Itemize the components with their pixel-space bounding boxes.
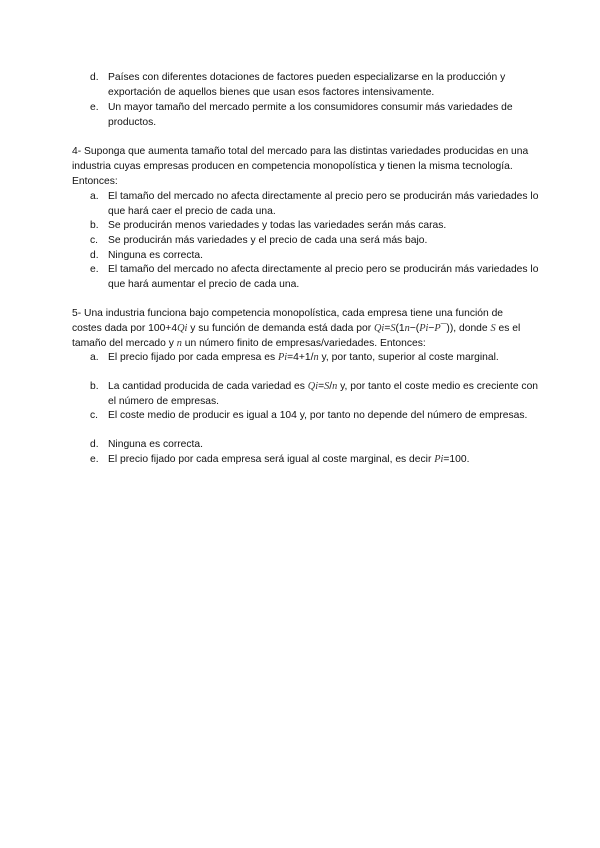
math-var: S <box>324 381 330 392</box>
math-var: Pi <box>419 322 429 334</box>
list-item <box>90 409 540 424</box>
option-letter: e. <box>90 264 99 275</box>
math-var: n <box>313 352 319 363</box>
option-text: El tamaño del mercado no afecta directamente al precio pero se producirán más variedades lo que hará caer el precio de cada una. <box>108 191 539 217</box>
math-var: n <box>332 381 338 392</box>
option-text: Países con diferentes dotaciones de factores pueden especializarse en la producción y exportación de aquellos bienes que usan esos factores intensivamente. <box>108 72 506 98</box>
option-text: Se producirán más variedades y el precio de cada una será más bajo. <box>108 235 428 246</box>
list-item <box>90 101 540 131</box>
math-var: P <box>434 322 441 334</box>
option-letter: d. <box>90 250 99 261</box>
option-letter: b. <box>90 381 99 392</box>
list-item <box>90 453 540 468</box>
option-letter: d. <box>90 72 99 83</box>
question-4-stem: 4- Suponga que aumenta tamaño total del mercado para las distintas variedades producidas en una industria cuyas empresas producen en competencia monopolística y tienen la misma tecnología. Entonces: <box>72 146 529 187</box>
option-text: La cantidad producida de cada variedad es Qi=S/n y, por tanto el coste medio es creciente con el número de empresas. <box>108 381 539 407</box>
math-var: Pi <box>278 352 288 363</box>
math-var: Qi <box>307 381 319 392</box>
math-var: n <box>404 322 410 334</box>
list-item <box>90 263 540 293</box>
math-var: Qi <box>177 322 188 334</box>
list-item <box>90 249 540 264</box>
question-5-stem: 5- Una industria funciona bajo competencia monopolística, cada empresa tiene una función de costes dada por 100+4Qi y su función de demanda está dada por Qi=S(1n−(Pi−P¯)), donde S es el tamaño del mercado y n un número finito de empresas/variedades. Entonces: <box>72 308 521 349</box>
math-var: Qi <box>374 322 385 334</box>
option-letter: a. <box>90 352 99 363</box>
option-text: El coste medio de producir es igual a 104 y, por tanto no depende del número de empresas. <box>108 410 528 421</box>
list-item <box>90 438 540 453</box>
option-text: Un mayor tamaño del mercado permite a los consumidores consumir más variedades de productos. <box>108 102 513 128</box>
list-item <box>90 71 540 101</box>
option-text: El precio fijado por cada empresa es Pi=4+1/n y, por tanto, superior al coste marginal. <box>108 352 499 363</box>
math-var: S <box>490 322 496 334</box>
option-letter: e. <box>90 102 99 113</box>
list-item <box>90 190 540 220</box>
option-letter: c. <box>90 235 99 246</box>
list-item <box>90 234 540 249</box>
option-letter: a. <box>90 191 99 202</box>
math-var: S <box>390 322 396 334</box>
math-var: n <box>176 337 182 349</box>
option-letter: e. <box>90 454 99 465</box>
option-text: El precio fijado por cada empresa será igual al coste marginal, es decir Pi=100. <box>108 454 470 465</box>
option-text: Se producirán menos variedades y todas las variedades serán más caras. <box>108 220 447 231</box>
option-text: El tamaño del mercado no afecta directamente al precio pero se producirán más variedades lo que hará aumentar el precio de cada una. <box>108 264 539 290</box>
option-letter: c. <box>90 410 99 421</box>
option-text: Ninguna es correcta. <box>108 439 204 450</box>
list-item <box>90 351 540 366</box>
option-text: Ninguna es correcta. <box>108 250 204 261</box>
list-item <box>90 219 540 234</box>
option-letter: d. <box>90 439 99 450</box>
option-letter: b. <box>90 220 99 231</box>
list-item <box>90 380 540 410</box>
math-var: Pi <box>434 454 444 465</box>
